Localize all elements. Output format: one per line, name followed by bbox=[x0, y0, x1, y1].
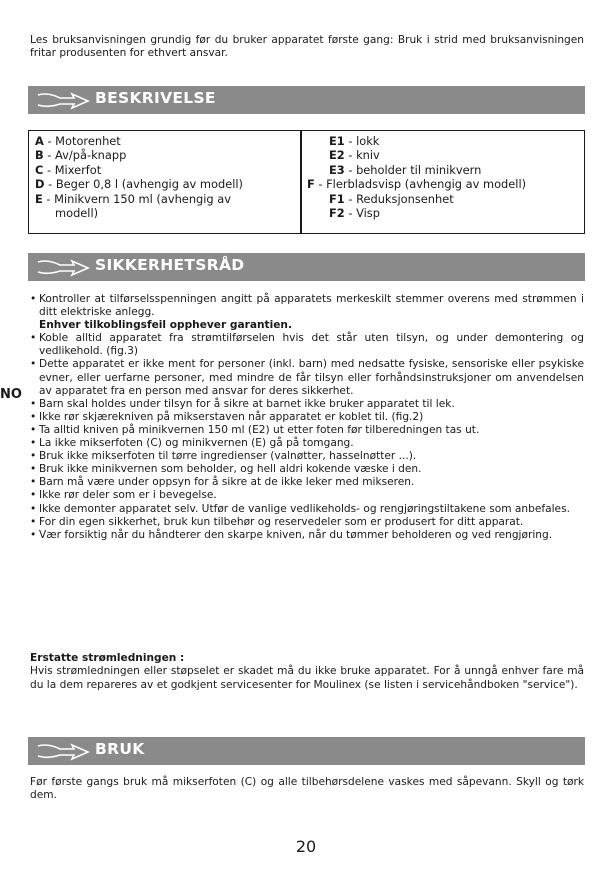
list-item: • Ta alltid kniven på minikvernen 150 ml (E2) ut etter foten før tilberedningen tas ut. bbox=[30, 423, 480, 436]
section-title: BRUK bbox=[95, 740, 145, 758]
page-number: 20 bbox=[295, 837, 317, 856]
description-item: E - Minikvern 150 ml (avhengig av bbox=[35, 191, 231, 206]
column-divider bbox=[300, 131, 302, 233]
list-item: • Barn skal holdes under tilsyn for å sikre at barnet ikke bruker apparatet til lek. bbox=[30, 397, 455, 410]
description-item: F1 - Reduksjonsenhet bbox=[329, 191, 454, 206]
usage-text: Før første gangs bruk må mikserfoten (C) og alle tilbehørsdelene vaskes med såpevann. Skyll og tørk dem. bbox=[30, 776, 584, 802]
intro-text: Les bruksanvisningen grundig før du bruker apparatet første gang: Bruk i strid med bruksanvisningen fritar produsenten for ethvert ansvar. bbox=[30, 34, 584, 59]
section-header-usage bbox=[28, 737, 585, 765]
safety-instructions bbox=[30, 293, 584, 542]
description-item: E1 - lokk bbox=[329, 134, 380, 148]
warranty-note: Enhver tilkoblingsfeil opphever garantien. bbox=[39, 319, 292, 332]
list-item: • Dette apparatet er ikke ment for personer (inkl. barn) med nedsatte fysiske, sensoriske eller psykiske evner, eller uerfarne personer, med mindre de får tilsyn eller forhåndsinstruksjoner om anvendelsen av apparatet fra en person med ansvar for deres sikkerhet. bbox=[30, 358, 584, 397]
arrow-icon bbox=[34, 739, 94, 763]
list-item: • Vær forsiktig når du håndterer den skarpe kniven, når du tømmer beholderen og ved rengjøring. bbox=[30, 528, 553, 541]
list-item: • Bruk ikke mikserfoten til tørre ingredienser (valnøtter, hasselnøtter ...). bbox=[30, 450, 417, 463]
description-item: C - Mixerfot bbox=[35, 162, 102, 177]
description-item: F - Flerbladsvisp (avhengig av modell) bbox=[307, 177, 527, 192]
section-title: BESKRIVELSE bbox=[95, 89, 216, 107]
description-item: A - Motorenhet bbox=[35, 134, 121, 148]
arrow-icon bbox=[34, 88, 94, 112]
list-item: • Koble alltid apparatet fra strømtilførselen hvis det står uten tilsyn, og under demontering og vedlikehold. (fig.3) bbox=[30, 332, 584, 358]
replace-cord-heading: Erstatte strømledningen : bbox=[30, 652, 185, 664]
description-item: B - Av/på-knapp bbox=[35, 148, 127, 163]
section-header-description bbox=[28, 86, 585, 114]
description-item: E3 - beholder til minikvern bbox=[329, 162, 482, 177]
replace-cord-text: Hvis strømledningen eller støpselet er skadet må du ikke bruke apparatet. For å unngå enhver fare må du la dem repareres av et godkjent servicesenter for Moulinex (se listen i servicehåndboken "service"). bbox=[30, 665, 584, 691]
replace-cord-section bbox=[30, 652, 584, 692]
description-item: modell) bbox=[55, 206, 99, 221]
list-item: • La ikke mikserfoten (C) og minikvernen (E) gå på tomgang. bbox=[30, 437, 354, 450]
description-item: F2 - Visp bbox=[329, 206, 380, 221]
list-item: • For din egen sikkerhet, bruk kun tilbehør og reservedeler som er produsert for ditt apparat. bbox=[30, 515, 524, 528]
list-item: • Ikke rør deler som er i bevegelse. bbox=[30, 489, 217, 502]
description-table bbox=[28, 130, 585, 234]
arrow-icon bbox=[34, 255, 94, 279]
language-tab: NO bbox=[0, 382, 22, 408]
section-header-safety bbox=[28, 253, 585, 281]
description-item: E2 - kniv bbox=[329, 148, 380, 163]
list-item: • Bruk ikke minikvernen som beholder, og hell aldri kokende væske i den. bbox=[30, 463, 422, 476]
list-item: • Ikke demonter apparatet selv. Utfør de vanlige vedlikeholds- og rengjøringstiltakene som anbefales. bbox=[30, 502, 570, 515]
description-right-column bbox=[307, 134, 579, 220]
section-title: SIKKERHETSRÅD bbox=[95, 256, 245, 274]
list-item: • Kontroller at tilførselsspenningen angitt på apparatets merkeskilt stemmer overens med strømmen i ditt elektriske anlegg. bbox=[30, 293, 584, 319]
list-item: • Barn må være under oppsyn for å sikre at de ikke leker med mikseren. bbox=[30, 476, 415, 489]
description-item: D - Beger 0,8 l (avhengig av modell) bbox=[35, 177, 243, 192]
list-item: • Ikke rør skjærekniven på mikserstaven når apparatet er koblet til. (fig.2) bbox=[30, 410, 424, 423]
description-left-column bbox=[35, 134, 297, 220]
